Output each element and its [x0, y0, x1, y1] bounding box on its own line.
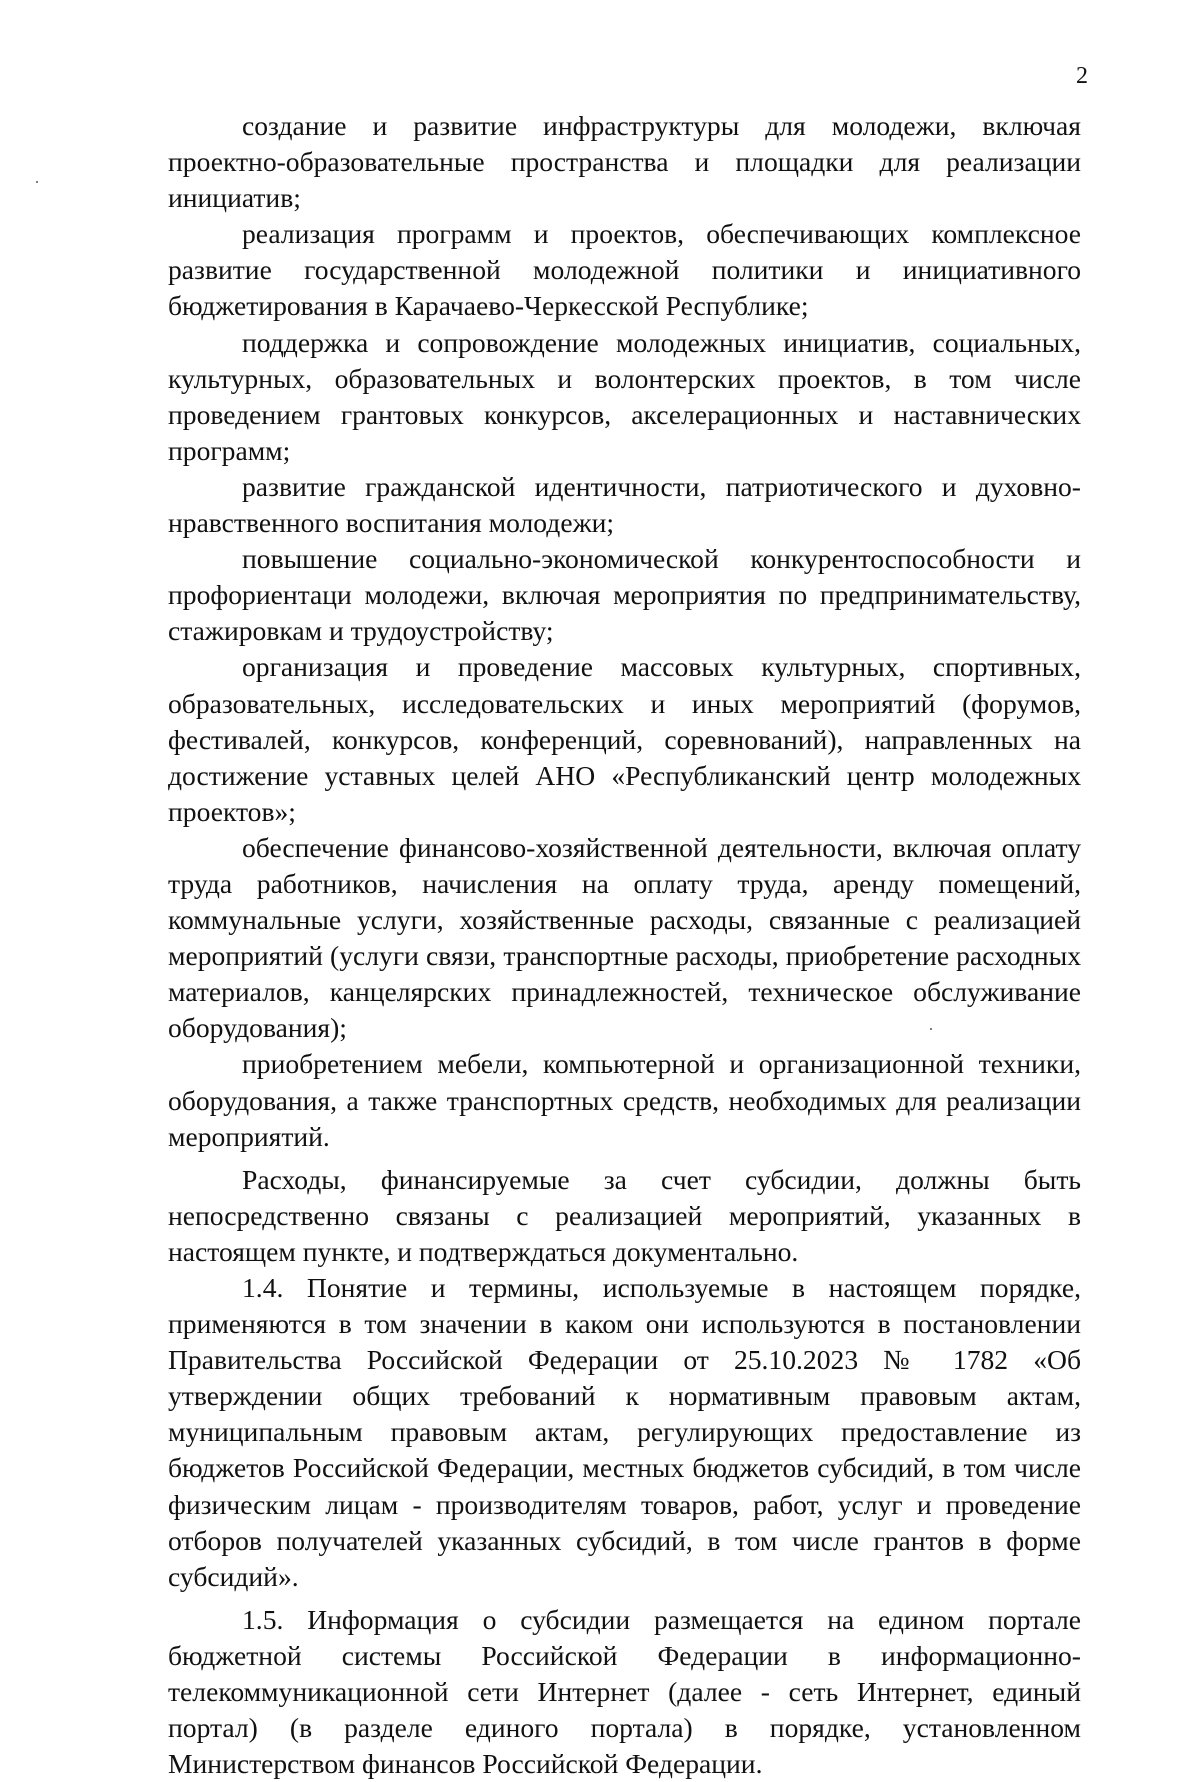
- paragraph-initiatives-support: поддержка и сопровождение молодежных инициатив, социальных, культурных, образовательных и волонтерских проектов, в том числе проведением грантовых конкурсов, акселерационных и наставнических программ;: [168, 326, 1081, 466]
- scan-speck: [930, 1028, 932, 1030]
- paragraph-infrastructure: создание и развитие инфраструктуры для молодежи, включая проектно-образовательные пространства и площадки для реализации инициатив;: [168, 110, 1081, 214]
- paragraph-equipment-purchase: приобретением мебели, компьютерной и организационной техники, оборудования, а также транспортных средств, необходимых для реализации мероприятий.: [168, 1048, 1081, 1152]
- paragraph-competitiveness: повышение социально-экономической конкурентоспособности и профориентаци молодежи, включая мероприятия по предпринимательству, стажировкам и трудоустройству;: [168, 543, 1081, 647]
- page-number: 2: [1076, 63, 1088, 89]
- scan-speck: [36, 181, 38, 183]
- paragraph-financial-activity: обеспечение финансово-хозяйственной деятельности, включая оплату труда работников, начисления на оплату труда, аренду помещений, коммунальные услуги, хозяйственные расходы, связанные с реализацией мероприятий (услуги связи, транспортные расходы, приобретение расходных материалов, канцелярских принадлежностей, техническое обслуживание оборудования);: [168, 831, 1081, 1044]
- paragraph-civic-identity: развитие гражданской идентичности, патриотического и духовно-нравственного воспитания молодежи;: [168, 470, 1081, 539]
- paragraph-section-1-4: 1.4. Понятие и термины, используемые в настоящем порядке, применяются в том значении в каком они используются в постановлении Правительства Российской Федерации от 25.10.2023 № 1782 «Об утверждении общих требований к нормативным правовым актам, муниципальным правовым актам, регулирующих предоставление из бюджетов Российской Федерации, местных бюджетов субсидий, в том числе физическим лицам - производителям товаров, работ, услуг и проведение отборов получателей указанных субсидий, в том числе грантов в форме субсидий».: [168, 1272, 1081, 1592]
- paragraph-mass-events: организация и проведение массовых культурных, спортивных, образовательных, исследовательских и иных мероприятий (форумов, фестивалей, конкурсов, конференций, соревнований), направленных на достижение уставных целей АНО «Республиканский центр молодежных проектов»;: [168, 651, 1081, 827]
- paragraph-section-1-5: 1.5. Информация о субсидии размещается на едином портале бюджетной системы Российской Федерации в информационно-телекоммуникационной сети Интернет (далее - сеть Интернет, единый портал) (в разделе единого портала) в порядке, установленном Министерством финансов Российской Федерации.: [168, 1603, 1081, 1780]
- paragraph-programs: реализация программ и проектов, обеспечивающих комплексное развитие государственной молодежной политики и инициативного бюджетирования в Карачаево-Черкесской Республике;: [168, 218, 1081, 322]
- document-body: [168, 108, 1081, 1782]
- paragraph-expenses: Расходы, финансируемые за счет субсидии, должны быть непосредственно связаны с реализацией мероприятий, указанных в настоящем пункте, и подтверждаться документально.: [168, 1163, 1081, 1267]
